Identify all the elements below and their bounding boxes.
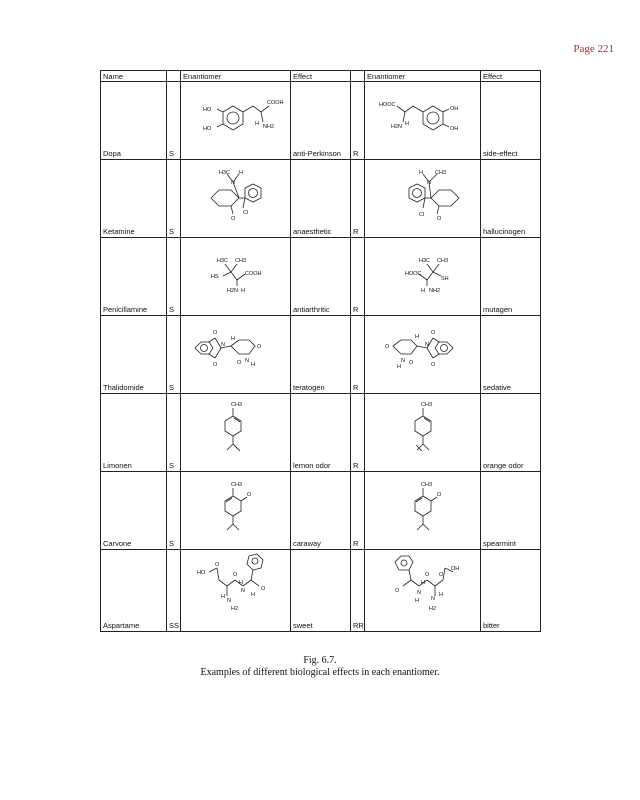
svg-text:H: H — [251, 592, 255, 598]
figure-number: Fig. 6.7. — [303, 655, 337, 666]
config-1: S — [167, 160, 181, 238]
svg-text:H: H — [239, 170, 243, 176]
config-2: R — [351, 238, 365, 316]
header-enantiomer-1: Enantiomer — [181, 71, 291, 82]
svg-text:H: H — [415, 598, 419, 604]
compound-name: Limonen — [101, 394, 167, 472]
table-row — [101, 160, 541, 238]
compound-name: Carvone — [101, 472, 167, 550]
svg-text:NH2: NH2 — [263, 124, 275, 130]
svg-text:O: O — [215, 562, 220, 568]
svg-text:O: O — [425, 572, 430, 578]
svg-text:CH3: CH3 — [231, 402, 243, 408]
svg-text:H: H — [221, 594, 225, 600]
config-2: R — [351, 394, 365, 472]
config-2: R — [351, 82, 365, 160]
ketamine-s-structure — [181, 160, 291, 238]
dopa-structure-icon — [365, 82, 481, 158]
svg-text:H: H — [415, 334, 419, 340]
ketamine-structure-icon — [365, 160, 481, 236]
ketamine-structure-icon — [181, 160, 291, 236]
effect-1: lemon odor — [291, 394, 351, 472]
svg-text:O: O — [213, 362, 218, 368]
svg-text:H: H — [439, 592, 443, 598]
header-enantiomer-2: Enantiomer — [365, 71, 481, 82]
config-2: R — [351, 316, 365, 394]
thalidomide-r-structure — [365, 316, 481, 394]
thalidomide-structure-icon — [365, 316, 481, 392]
config-1: SS — [167, 550, 181, 632]
carvone-r-structure — [365, 472, 481, 550]
svg-text:H3C: H3C — [419, 258, 431, 264]
table-header-row — [101, 71, 541, 82]
svg-text:O: O — [233, 572, 238, 578]
compound-name: Thalidomide — [101, 316, 167, 394]
compound-name: Aspartame — [101, 550, 167, 632]
svg-text:O: O — [409, 360, 414, 366]
svg-text:O: O — [395, 588, 400, 594]
header-config-1 — [167, 71, 181, 82]
svg-text:SH: SH — [441, 276, 449, 282]
effect-2: orange odor — [481, 394, 541, 472]
table-row — [101, 472, 541, 550]
header-effect-1: Effect — [291, 71, 351, 82]
config-1: S — [167, 394, 181, 472]
svg-text:N: N — [245, 358, 249, 364]
svg-text:O: O — [261, 586, 266, 592]
table-row — [101, 550, 541, 632]
svg-text:H3C: H3C — [219, 170, 231, 176]
carvone-structure-icon — [181, 472, 291, 548]
config-2: R — [351, 472, 365, 550]
svg-text:H: H — [421, 580, 425, 586]
effect-1: antiarthritic — [291, 238, 351, 316]
svg-text:HOOC: HOOC — [379, 102, 396, 108]
penicillamine-structure-icon — [181, 238, 291, 314]
effect-1: teratogen — [291, 316, 351, 394]
thalidomide-s-structure — [181, 316, 291, 394]
config-2: R — [351, 160, 365, 238]
svg-text:HOOC: HOOC — [405, 271, 422, 277]
penicillamine-s-structure — [181, 238, 291, 316]
config-1: S — [167, 238, 181, 316]
limonene-s-structure — [181, 394, 291, 472]
svg-text:HO: HO — [203, 126, 212, 132]
svg-text:NH2: NH2 — [429, 288, 441, 294]
svg-text:H2N: H2N — [391, 124, 403, 130]
svg-text:N: N — [417, 590, 421, 596]
svg-text:N: N — [427, 180, 431, 186]
svg-text:H: H — [239, 580, 243, 586]
svg-text:O: O — [247, 492, 252, 498]
svg-text:H2N: H2N — [227, 288, 239, 294]
ketamine-r-structure — [365, 160, 481, 238]
header-effect-2: Effect — [481, 71, 541, 82]
dopa-structure-icon — [181, 82, 291, 158]
svg-text:O: O — [437, 492, 442, 498]
svg-text:H: H — [231, 336, 235, 342]
compound-name: Dopa — [101, 82, 167, 160]
carvone-structure-icon — [365, 472, 481, 548]
svg-text:N: N — [431, 596, 435, 602]
svg-text:H3C: H3C — [217, 258, 229, 264]
aspartame-structure-icon — [181, 550, 291, 630]
svg-text:CH3: CH3 — [435, 170, 447, 176]
effect-1: anti-Perkinson — [291, 82, 351, 160]
svg-text:O: O — [385, 344, 390, 350]
svg-text:H: H — [241, 288, 245, 294]
svg-text:H: H — [419, 170, 423, 176]
svg-text:H: H — [397, 364, 401, 370]
svg-text:CH3: CH3 — [235, 258, 247, 264]
svg-text:CH3: CH3 — [231, 482, 243, 488]
svg-text:H: H — [251, 362, 255, 368]
thalidomide-structure-icon — [181, 316, 291, 392]
effect-1: anaesthetic — [291, 160, 351, 238]
svg-text:N: N — [401, 358, 405, 364]
figure-caption: Examples of different biological effects in each enantiomer. — [200, 667, 440, 678]
penicillamine-structure-icon — [365, 238, 481, 314]
svg-text:O: O — [231, 216, 236, 222]
aspartame-structure-icon — [365, 550, 481, 630]
effect-1: caraway — [291, 472, 351, 550]
config-1: S — [167, 82, 181, 160]
svg-text:O: O — [437, 216, 442, 222]
svg-text:CH3: CH3 — [437, 258, 449, 264]
svg-text:N: N — [227, 598, 231, 604]
table-row — [101, 238, 541, 316]
config-2: RR — [351, 550, 365, 632]
table-row — [101, 394, 541, 472]
svg-text:H2: H2 — [231, 606, 239, 612]
svg-text:O: O — [257, 344, 262, 350]
effect-2: hallucinogen — [481, 160, 541, 238]
svg-text:OH: OH — [450, 106, 459, 112]
effect-2: bitter — [481, 550, 541, 632]
svg-text:O: O — [431, 330, 436, 336]
svg-text:OH: OH — [450, 126, 459, 132]
effect-1: sweet — [291, 550, 351, 632]
svg-text:Cl: Cl — [243, 210, 249, 216]
enantiomer-table — [100, 70, 541, 632]
compound-name: Penicillamine — [101, 238, 167, 316]
header-name: Name — [101, 71, 167, 82]
svg-text:O: O — [237, 360, 242, 366]
svg-text:O: O — [431, 362, 436, 368]
svg-text:HO: HO — [197, 570, 206, 576]
svg-text:HS: HS — [211, 274, 219, 280]
penicillamine-r-structure — [365, 238, 481, 316]
effect-2: mutagen — [481, 238, 541, 316]
svg-text:H: H — [255, 121, 259, 127]
svg-text:N: N — [231, 180, 235, 186]
table-row — [101, 316, 541, 394]
aspartame-r-structure — [365, 550, 481, 632]
aspartame-s-structure — [181, 550, 291, 632]
effect-2: side-effect — [481, 82, 541, 160]
svg-text:O: O — [213, 330, 218, 336]
compound-name: Ketamine — [101, 160, 167, 238]
svg-text:N: N — [425, 342, 429, 348]
config-1: S — [167, 472, 181, 550]
svg-text:H: H — [405, 121, 409, 127]
effect-2: sedative — [481, 316, 541, 394]
limonene-structure-icon — [181, 394, 291, 470]
svg-text:O: O — [439, 572, 444, 578]
limonene-r-structure — [365, 394, 481, 472]
page-number: Page 221 — [573, 43, 614, 55]
limonene-structure-icon — [365, 394, 481, 470]
svg-text:H: H — [421, 288, 425, 294]
svg-text:HO: HO — [203, 107, 212, 113]
dopa-s-structure — [181, 82, 291, 160]
config-1: S — [167, 316, 181, 394]
svg-text:COOH: COOH — [267, 100, 284, 106]
svg-text:CH3: CH3 — [421, 402, 433, 408]
svg-text:N: N — [221, 342, 225, 348]
svg-text:COOH: COOH — [245, 271, 262, 277]
header-config-2 — [351, 71, 365, 82]
table-row — [101, 82, 541, 160]
carvone-s-structure — [181, 472, 291, 550]
svg-text:Cl: Cl — [419, 212, 425, 218]
effect-2: spearmint — [481, 472, 541, 550]
dopa-r-structure — [365, 82, 481, 160]
svg-text:H2: H2 — [429, 606, 437, 612]
svg-text:N: N — [241, 588, 245, 594]
svg-text:CH3: CH3 — [421, 482, 433, 488]
svg-text:OH: OH — [451, 566, 460, 572]
